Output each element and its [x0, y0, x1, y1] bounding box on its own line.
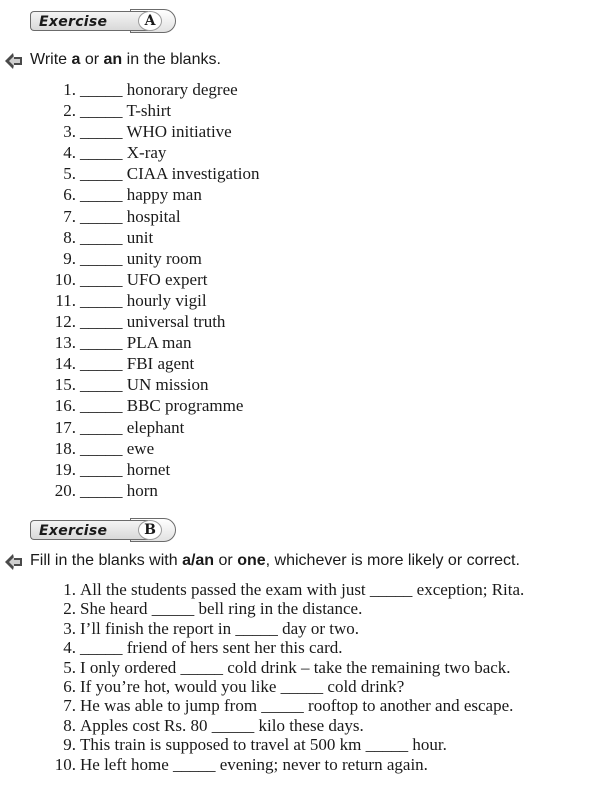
list-item — [48, 395, 259, 416]
list-item — [48, 580, 524, 599]
item-number: 17. — [54, 417, 76, 437]
item-text: _____ friend of hers sent her this card. — [80, 638, 343, 658]
item-text: Apples cost Rs. 80 _____ kilo these days. — [80, 715, 364, 735]
item-text: _____ PLA man — [80, 333, 192, 353]
item-number: 7. — [63, 696, 76, 716]
instruction-arrow-icon — [4, 52, 24, 70]
item-text: I’ll finish the report in _____ day or two. — [80, 618, 360, 638]
item-text: _____ UFO expert — [80, 269, 208, 289]
list-item — [48, 353, 259, 374]
list-item — [48, 100, 259, 121]
item-text: He was able to jump from _____ rooftop to another and escape. — [80, 696, 514, 716]
item-number: 11. — [55, 290, 76, 310]
item-number: 5. — [63, 657, 76, 677]
item-text: _____ hourly vigil — [80, 290, 207, 310]
item-number: 20. — [54, 480, 76, 500]
list-item — [48, 735, 524, 754]
item-number: 5. — [63, 164, 76, 184]
exercise-a-instruction-text: Write a or an in the blanks. — [30, 51, 221, 68]
item-number: 18. — [54, 438, 76, 458]
instruction-arrow-icon — [4, 553, 24, 571]
list-item — [48, 142, 259, 163]
item-text: _____ happy man — [80, 185, 202, 205]
list-item — [48, 374, 259, 395]
item-text: She heard _____ bell ring in the distance. — [80, 599, 363, 619]
item-text: _____ BBC programme — [80, 396, 244, 416]
list-item — [48, 599, 524, 618]
list-item — [48, 248, 259, 269]
item-text: _____ hospital — [80, 206, 181, 226]
list-item — [48, 755, 524, 774]
item-number: 13. — [54, 333, 76, 353]
item-number: 10. — [54, 754, 76, 774]
list-item — [48, 121, 259, 142]
exercise-b-letter: B — [138, 520, 162, 540]
exercise-b-instruction-text: Fill in the blanks with a/an or one, whichever is more likely or correct. — [30, 552, 520, 569]
exercise-a-list — [48, 79, 259, 501]
item-text: _____ universal truth — [80, 312, 226, 332]
item-text: _____ elephant — [80, 417, 185, 437]
item-number: 9. — [63, 735, 76, 755]
item-number: 3. — [63, 618, 76, 638]
item-number: 16. — [54, 396, 76, 416]
item-text: I only ordered _____ cold drink – take the remaining two back. — [80, 657, 511, 677]
list-item — [48, 658, 524, 677]
list-item — [48, 716, 524, 735]
item-number: 2. — [63, 101, 76, 121]
item-text: _____ horn — [80, 480, 158, 500]
item-number: 10. — [54, 269, 76, 289]
list-item — [48, 227, 259, 248]
item-text: This train is supposed to travel at 500 km _____ hour. — [80, 735, 447, 755]
item-number: 4. — [63, 638, 76, 658]
exercise-a-letter: A — [138, 11, 162, 31]
item-number: 12. — [54, 312, 76, 332]
item-text: _____ FBI agent — [80, 354, 195, 374]
exercise-b-header — [30, 518, 180, 542]
item-text: All the students passed the exam with just _____ exception; Rita. — [80, 580, 525, 599]
list-item — [48, 206, 259, 227]
item-text: _____ X-ray — [80, 143, 167, 163]
list-item — [48, 638, 524, 657]
item-text: He left home _____ evening; never to return again. — [80, 754, 428, 774]
list-item — [48, 332, 259, 353]
item-number: 8. — [63, 715, 76, 735]
item-number: 9. — [63, 248, 76, 268]
item-number: 2. — [63, 599, 76, 619]
list-item — [48, 184, 259, 205]
item-number: 15. — [54, 375, 76, 395]
list-item — [48, 438, 259, 459]
exercise-a-label: Exercise — [30, 11, 148, 31]
list-item — [48, 417, 259, 438]
item-text: _____ unity room — [80, 248, 202, 268]
list-item — [48, 459, 259, 480]
item-text: _____ honorary degree — [80, 80, 238, 99]
list-item — [48, 677, 524, 696]
item-number: 7. — [63, 206, 76, 226]
list-item — [48, 311, 259, 332]
item-number: 6. — [63, 185, 76, 205]
item-number: 14. — [54, 354, 76, 374]
item-number: 1. — [63, 580, 76, 599]
item-text: If you’re hot, would you like _____ cold drink? — [80, 676, 405, 696]
item-text: _____ ewe — [80, 438, 155, 458]
exercise-a-header — [30, 9, 180, 33]
list-item — [48, 79, 259, 100]
item-number: 3. — [63, 122, 76, 142]
item-text: _____ WHO initiative — [80, 122, 232, 142]
item-number: 8. — [63, 227, 76, 247]
item-text: _____ UN mission — [80, 375, 209, 395]
exercise-b-label: Exercise — [30, 520, 148, 540]
item-text: _____ hornet — [80, 459, 171, 479]
exercise-b-list — [48, 580, 524, 774]
list-item — [48, 269, 259, 290]
list-item — [48, 290, 259, 311]
list-item — [48, 480, 259, 501]
item-number: 4. — [63, 143, 76, 163]
item-text: _____ T-shirt — [80, 101, 172, 121]
list-item — [48, 163, 259, 184]
item-number: 6. — [63, 676, 76, 696]
list-item — [48, 619, 524, 638]
item-text: _____ unit — [80, 227, 154, 247]
list-item — [48, 696, 524, 715]
item-number: 1. — [63, 80, 76, 99]
item-text: _____ CIAA investigation — [80, 164, 260, 184]
item-number: 19. — [54, 459, 76, 479]
